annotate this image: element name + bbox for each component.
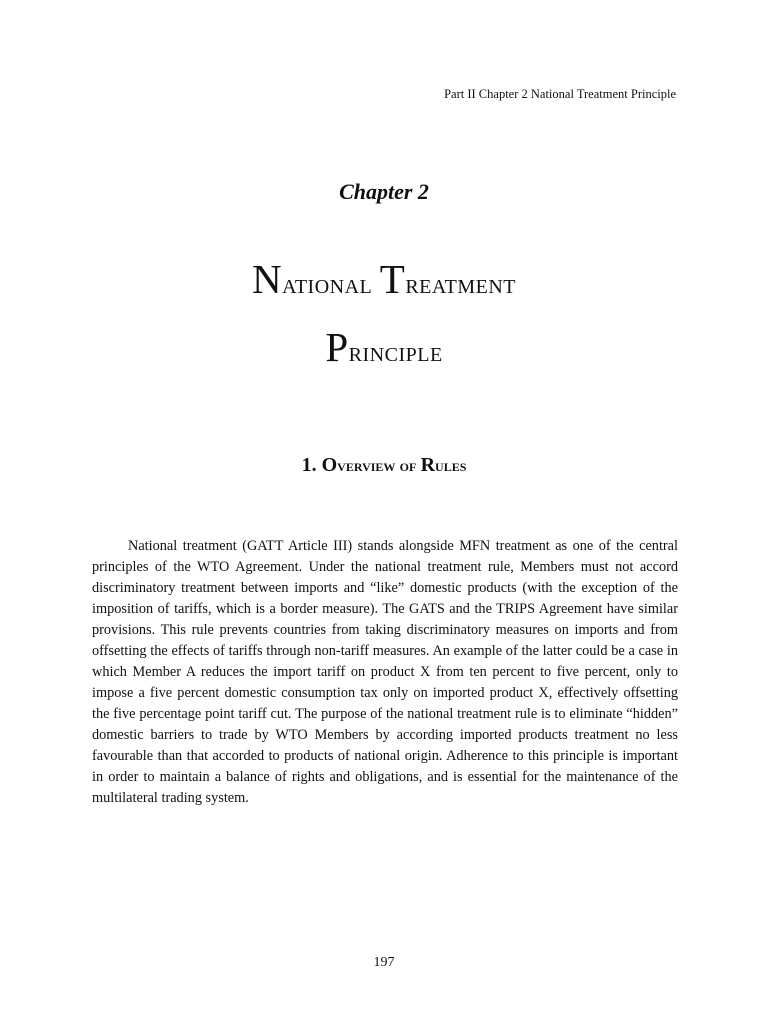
title-initial-p: P: [325, 324, 349, 370]
title-word-reatment: reatment: [405, 269, 516, 300]
section-number: 1.: [301, 454, 322, 476]
chapter-label: Chapter 2: [339, 179, 429, 204]
chapter-title: [0, 248, 768, 384]
title-initial-t: T: [379, 256, 406, 302]
running-header: Part II Chapter 2 National Treatment Principle: [444, 87, 676, 101]
section-initial-r: R: [420, 454, 436, 476]
title-initial-n: N: [252, 256, 283, 302]
section-word-ules: ules: [435, 456, 467, 475]
section-initial-o: O: [321, 454, 338, 476]
section-word-verview: verview of: [337, 456, 421, 475]
title-word-ational: ational: [282, 269, 380, 300]
chapter-title-line-2: [0, 316, 768, 384]
chapter-title-line-1: [0, 248, 768, 316]
page-number: 197: [373, 955, 395, 970]
title-word-rinciple: rinciple: [348, 337, 443, 368]
body-paragraph: National treatment (GATT Article III) stands alongside MFN treatment as one of the central principles of the WTO Agreement. Under the national treatment rule, Members must not accord discriminatory treatment between imports and “like” domestic products (with the exception of the imposition of tariffs, which is a border measure). The GATS and the TRIPS Agreement have similar provisions. This rule prevents countries from taking discriminatory measures on imports and from offsetting the effects of tariffs through non-tariff measures. An example of the latter could be a case in which Member A reduces the import tariff on product X from ten percent to five percent, only to impose a five percent domestic consumption tax only on imported product X, effectively offsetting the five percentage point tariff cut. The purpose of the national treatment rule is to eliminate “hidden” domestic barriers to trade by WTO Members by according imported products treatment no less favourable than that accorded to products of national origin. Adherence to this principle is important in order to maintain a balance of rights and obligations, and is essential for the maintenance of the multilateral trading system.: [92, 538, 678, 806]
section-heading: [0, 452, 768, 479]
